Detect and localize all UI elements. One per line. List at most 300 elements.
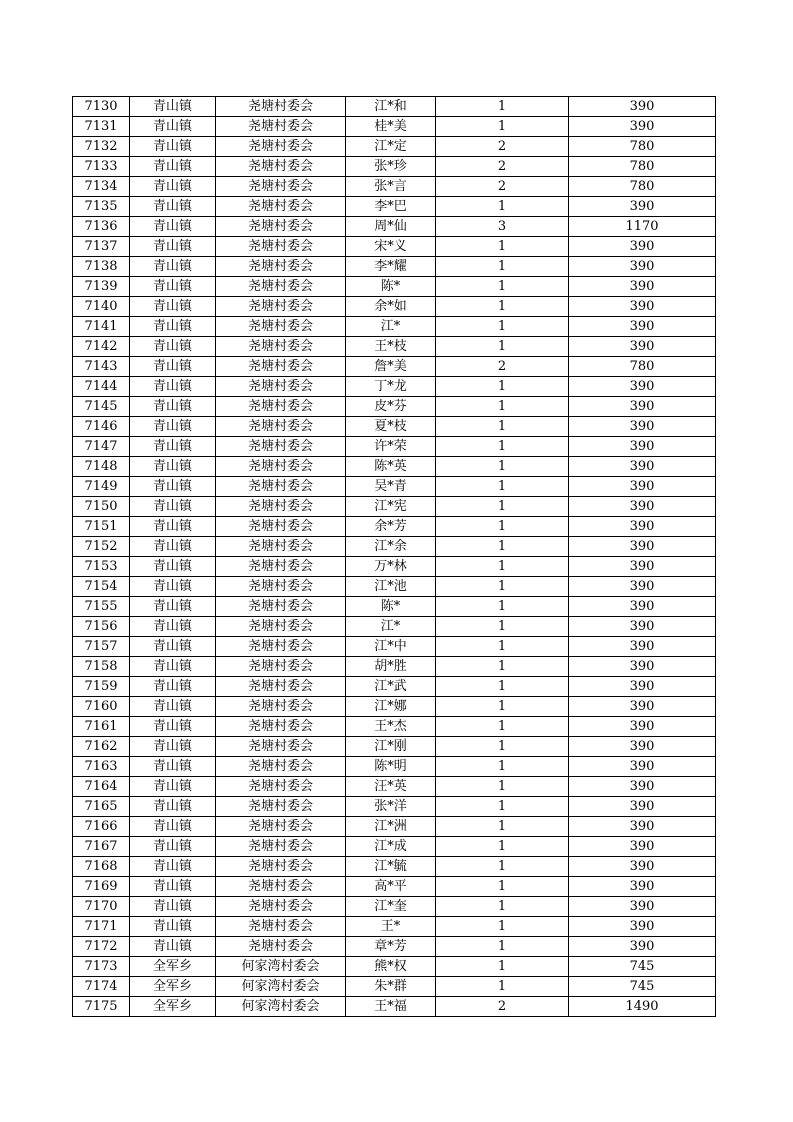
village-committee-cell: 尧塘村委会: [216, 337, 346, 357]
row-number-cell: 7135: [73, 197, 130, 217]
village-committee-cell: 尧塘村委会: [216, 357, 346, 377]
amount-cell: 390: [569, 237, 716, 257]
table-row: [73, 297, 716, 317]
amount-cell: 390: [569, 257, 716, 277]
table-row: [73, 917, 716, 937]
name-cell: 陈*: [346, 597, 436, 617]
town-cell: 青山镇: [130, 897, 216, 917]
town-cell: 青山镇: [130, 517, 216, 537]
table-row: [73, 117, 716, 137]
village-committee-cell: 尧塘村委会: [216, 617, 346, 637]
amount-cell: 390: [569, 877, 716, 897]
village-committee-cell: 尧塘村委会: [216, 517, 346, 537]
table-row: [73, 257, 716, 277]
table-row: [73, 337, 716, 357]
table-row: [73, 637, 716, 657]
count-cell: 1: [436, 917, 569, 937]
amount-cell: 780: [569, 357, 716, 377]
amount-cell: 390: [569, 837, 716, 857]
amount-cell: 390: [569, 857, 716, 877]
town-cell: 青山镇: [130, 257, 216, 277]
amount-cell: 390: [569, 737, 716, 757]
name-cell: 李*耀: [346, 257, 436, 277]
town-cell: 青山镇: [130, 857, 216, 877]
name-cell: 张*言: [346, 177, 436, 197]
row-number-cell: 7150: [73, 497, 130, 517]
town-cell: 青山镇: [130, 297, 216, 317]
village-committee-cell: 尧塘村委会: [216, 577, 346, 597]
village-committee-cell: 尧塘村委会: [216, 897, 346, 917]
count-cell: 1: [436, 977, 569, 997]
town-cell: 青山镇: [130, 177, 216, 197]
village-committee-cell: 尧塘村委会: [216, 457, 346, 477]
name-cell: 江*池: [346, 577, 436, 597]
amount-cell: 390: [569, 617, 716, 637]
row-number-cell: 7145: [73, 397, 130, 417]
village-committee-cell: 尧塘村委会: [216, 937, 346, 957]
count-cell: 3: [436, 217, 569, 237]
table-row: [73, 477, 716, 497]
name-cell: 江*毓: [346, 857, 436, 877]
row-number-cell: 7172: [73, 937, 130, 957]
count-cell: 1: [436, 577, 569, 597]
name-cell: 高*平: [346, 877, 436, 897]
town-cell: 青山镇: [130, 717, 216, 737]
town-cell: 青山镇: [130, 117, 216, 137]
row-number-cell: 7149: [73, 477, 130, 497]
town-cell: 青山镇: [130, 417, 216, 437]
name-cell: 王*: [346, 917, 436, 937]
amount-cell: 390: [569, 577, 716, 597]
village-committee-cell: 尧塘村委会: [216, 877, 346, 897]
name-cell: 江*娜: [346, 697, 436, 717]
name-cell: 熊*权: [346, 957, 436, 977]
town-cell: 全军乡: [130, 997, 216, 1017]
row-number-cell: 7134: [73, 177, 130, 197]
row-number-cell: 7174: [73, 977, 130, 997]
count-cell: 1: [436, 857, 569, 877]
village-committee-cell: 尧塘村委会: [216, 737, 346, 757]
village-committee-cell: 尧塘村委会: [216, 137, 346, 157]
row-number-cell: 7139: [73, 277, 130, 297]
count-cell: 1: [436, 937, 569, 957]
town-cell: 青山镇: [130, 797, 216, 817]
table-row: [73, 557, 716, 577]
table-row: [73, 177, 716, 197]
town-cell: 青山镇: [130, 437, 216, 457]
village-committee-cell: 尧塘村委会: [216, 377, 346, 397]
village-committee-cell: 尧塘村委会: [216, 197, 346, 217]
town-cell: 青山镇: [130, 397, 216, 417]
row-number-cell: 7165: [73, 797, 130, 817]
row-number-cell: 7133: [73, 157, 130, 177]
village-committee-cell: 尧塘村委会: [216, 437, 346, 457]
town-cell: 青山镇: [130, 157, 216, 177]
town-cell: 青山镇: [130, 197, 216, 217]
town-cell: 青山镇: [130, 817, 216, 837]
amount-cell: 390: [569, 317, 716, 337]
count-cell: 2: [436, 997, 569, 1017]
name-cell: 王*杰: [346, 717, 436, 737]
name-cell: 江*: [346, 617, 436, 637]
row-number-cell: 7157: [73, 637, 130, 657]
town-cell: 青山镇: [130, 317, 216, 337]
count-cell: 1: [436, 897, 569, 917]
town-cell: 青山镇: [130, 477, 216, 497]
village-committee-cell: 尧塘村委会: [216, 817, 346, 837]
table-row: [73, 897, 716, 917]
name-cell: 丁*龙: [346, 377, 436, 397]
count-cell: 2: [436, 137, 569, 157]
row-number-cell: 7140: [73, 297, 130, 317]
name-cell: 周*仙: [346, 217, 436, 237]
name-cell: 陈*: [346, 277, 436, 297]
row-number-cell: 7151: [73, 517, 130, 537]
town-cell: 全军乡: [130, 977, 216, 997]
count-cell: 1: [436, 337, 569, 357]
village-committee-cell: 尧塘村委会: [216, 157, 346, 177]
amount-cell: 1170: [569, 217, 716, 237]
amount-cell: 390: [569, 517, 716, 537]
count-cell: 1: [436, 877, 569, 897]
count-cell: 1: [436, 457, 569, 477]
name-cell: 江*奎: [346, 897, 436, 917]
count-cell: 1: [436, 197, 569, 217]
name-cell: 张*洋: [346, 797, 436, 817]
row-number-cell: 7167: [73, 837, 130, 857]
table-row: [73, 277, 716, 297]
row-number-cell: 7161: [73, 717, 130, 737]
count-cell: 1: [436, 397, 569, 417]
table-row: [73, 397, 716, 417]
amount-cell: 390: [569, 677, 716, 697]
count-cell: 2: [436, 177, 569, 197]
name-cell: 江*洲: [346, 817, 436, 837]
name-cell: 宋*义: [346, 237, 436, 257]
row-number-cell: 7171: [73, 917, 130, 937]
count-cell: 1: [436, 517, 569, 537]
name-cell: 桂*美: [346, 117, 436, 137]
row-number-cell: 7130: [73, 97, 130, 117]
table-row: [73, 97, 716, 117]
table-row: [73, 817, 716, 837]
row-number-cell: 7160: [73, 697, 130, 717]
town-cell: 青山镇: [130, 757, 216, 777]
town-cell: 青山镇: [130, 277, 216, 297]
village-committee-cell: 尧塘村委会: [216, 317, 346, 337]
name-cell: 李*巴: [346, 197, 436, 217]
name-cell: 皮*芬: [346, 397, 436, 417]
table-row: [73, 157, 716, 177]
name-cell: 江*成: [346, 837, 436, 857]
row-number-cell: 7163: [73, 757, 130, 777]
amount-cell: 390: [569, 777, 716, 797]
name-cell: 陈*英: [346, 457, 436, 477]
amount-cell: 390: [569, 197, 716, 217]
count-cell: 1: [436, 97, 569, 117]
village-committee-cell: 尧塘村委会: [216, 297, 346, 317]
village-committee-cell: 尧塘村委会: [216, 237, 346, 257]
amount-cell: 390: [569, 757, 716, 777]
village-committee-cell: 何家湾村委会: [216, 977, 346, 997]
village-committee-cell: 尧塘村委会: [216, 257, 346, 277]
amount-cell: 390: [569, 797, 716, 817]
town-cell: 青山镇: [130, 497, 216, 517]
village-committee-cell: 尧塘村委会: [216, 97, 346, 117]
village-committee-cell: 尧塘村委会: [216, 917, 346, 937]
table-row: [73, 377, 716, 397]
amount-cell: 390: [569, 417, 716, 437]
name-cell: 万*林: [346, 557, 436, 577]
name-cell: 江*刚: [346, 737, 436, 757]
amount-cell: 390: [569, 897, 716, 917]
count-cell: 1: [436, 297, 569, 317]
row-number-cell: 7154: [73, 577, 130, 597]
village-committee-cell: 尧塘村委会: [216, 777, 346, 797]
town-cell: 青山镇: [130, 357, 216, 377]
name-cell: 余*如: [346, 297, 436, 317]
row-number-cell: 7142: [73, 337, 130, 357]
count-cell: 1: [436, 957, 569, 977]
row-number-cell: 7131: [73, 117, 130, 137]
name-cell: 许*荣: [346, 437, 436, 457]
count-cell: 1: [436, 497, 569, 517]
amount-cell: 390: [569, 277, 716, 297]
count-cell: 1: [436, 737, 569, 757]
name-cell: 吴*青: [346, 477, 436, 497]
row-number-cell: 7162: [73, 737, 130, 757]
town-cell: 青山镇: [130, 597, 216, 617]
table-row: [73, 497, 716, 517]
name-cell: 胡*胜: [346, 657, 436, 677]
table-row: [73, 457, 716, 477]
table-row: [73, 357, 716, 377]
name-cell: 陈*明: [346, 757, 436, 777]
count-cell: 2: [436, 157, 569, 177]
table-row: [73, 577, 716, 597]
table-row: [73, 737, 716, 757]
count-cell: 1: [436, 717, 569, 737]
amount-cell: 390: [569, 337, 716, 357]
village-committee-cell: 尧塘村委会: [216, 557, 346, 577]
row-number-cell: 7143: [73, 357, 130, 377]
count-cell: 1: [436, 117, 569, 137]
village-committee-cell: 尧塘村委会: [216, 497, 346, 517]
amount-cell: 390: [569, 657, 716, 677]
town-cell: 青山镇: [130, 377, 216, 397]
count-cell: 1: [436, 277, 569, 297]
count-cell: 1: [436, 777, 569, 797]
village-committee-cell: 尧塘村委会: [216, 537, 346, 557]
count-cell: 1: [436, 377, 569, 397]
row-number-cell: 7152: [73, 537, 130, 557]
table-row: [73, 977, 716, 997]
amount-cell: 780: [569, 177, 716, 197]
town-cell: 青山镇: [130, 537, 216, 557]
village-committee-cell: 尧塘村委会: [216, 697, 346, 717]
count-cell: 1: [436, 437, 569, 457]
row-number-cell: 7148: [73, 457, 130, 477]
name-cell: 朱*群: [346, 977, 436, 997]
amount-cell: 390: [569, 397, 716, 417]
name-cell: 江*余: [346, 537, 436, 557]
data-table: [72, 96, 716, 1017]
amount-cell: 390: [569, 117, 716, 137]
row-number-cell: 7155: [73, 597, 130, 617]
table-row: [73, 537, 716, 557]
table-row: [73, 857, 716, 877]
amount-cell: 390: [569, 557, 716, 577]
table-row: [73, 437, 716, 457]
village-committee-cell: 尧塘村委会: [216, 397, 346, 417]
village-committee-cell: 尧塘村委会: [216, 677, 346, 697]
amount-cell: 390: [569, 817, 716, 837]
row-number-cell: 7132: [73, 137, 130, 157]
table-row: [73, 517, 716, 537]
table-row: [73, 937, 716, 957]
count-cell: 1: [436, 557, 569, 577]
town-cell: 青山镇: [130, 837, 216, 857]
count-cell: 1: [436, 257, 569, 277]
village-committee-cell: 尧塘村委会: [216, 637, 346, 657]
name-cell: 江*武: [346, 677, 436, 697]
town-cell: 青山镇: [130, 577, 216, 597]
amount-cell: 390: [569, 917, 716, 937]
count-cell: 1: [436, 617, 569, 637]
village-committee-cell: 尧塘村委会: [216, 177, 346, 197]
count-cell: 1: [436, 637, 569, 657]
amount-cell: 780: [569, 137, 716, 157]
count-cell: 1: [436, 697, 569, 717]
amount-cell: 745: [569, 977, 716, 997]
count-cell: 1: [436, 757, 569, 777]
amount-cell: 390: [569, 477, 716, 497]
amount-cell: 390: [569, 377, 716, 397]
table-row: [73, 617, 716, 637]
count-cell: 1: [436, 597, 569, 617]
village-committee-cell: 何家湾村委会: [216, 957, 346, 977]
row-number-cell: 7144: [73, 377, 130, 397]
row-number-cell: 7159: [73, 677, 130, 697]
amount-cell: 390: [569, 537, 716, 557]
town-cell: 青山镇: [130, 337, 216, 357]
amount-cell: 1490: [569, 997, 716, 1017]
table-row: [73, 697, 716, 717]
village-committee-cell: 尧塘村委会: [216, 477, 346, 497]
town-cell: 青山镇: [130, 217, 216, 237]
town-cell: 青山镇: [130, 97, 216, 117]
table-row: [73, 777, 716, 797]
row-number-cell: 7146: [73, 417, 130, 437]
count-cell: 2: [436, 357, 569, 377]
name-cell: 江*定: [346, 137, 436, 157]
table-row: [73, 197, 716, 217]
count-cell: 1: [436, 677, 569, 697]
table-row: [73, 597, 716, 617]
amount-cell: 390: [569, 697, 716, 717]
row-number-cell: 7166: [73, 817, 130, 837]
town-cell: 青山镇: [130, 777, 216, 797]
count-cell: 1: [436, 657, 569, 677]
row-number-cell: 7175: [73, 997, 130, 1017]
table-row: [73, 657, 716, 677]
amount-cell: 390: [569, 437, 716, 457]
amount-cell: 390: [569, 937, 716, 957]
count-cell: 1: [436, 477, 569, 497]
row-number-cell: 7156: [73, 617, 130, 637]
town-cell: 青山镇: [130, 137, 216, 157]
village-committee-cell: 尧塘村委会: [216, 277, 346, 297]
table-row: [73, 837, 716, 857]
table-row: [73, 137, 716, 157]
table-row: [73, 957, 716, 977]
table-row: [73, 317, 716, 337]
count-cell: 1: [436, 537, 569, 557]
town-cell: 青山镇: [130, 237, 216, 257]
town-cell: 青山镇: [130, 457, 216, 477]
row-number-cell: 7153: [73, 557, 130, 577]
amount-cell: 390: [569, 597, 716, 617]
row-number-cell: 7136: [73, 217, 130, 237]
amount-cell: 390: [569, 457, 716, 477]
village-committee-cell: 尧塘村委会: [216, 717, 346, 737]
village-committee-cell: 尧塘村委会: [216, 117, 346, 137]
row-number-cell: 7147: [73, 437, 130, 457]
name-cell: 江*: [346, 317, 436, 337]
count-cell: 1: [436, 237, 569, 257]
table-row: [73, 237, 716, 257]
table-row: [73, 717, 716, 737]
table-body: [73, 97, 716, 1017]
name-cell: 王*枝: [346, 337, 436, 357]
town-cell: 青山镇: [130, 657, 216, 677]
row-number-cell: 7141: [73, 317, 130, 337]
table-row: [73, 997, 716, 1017]
name-cell: 王*福: [346, 997, 436, 1017]
village-committee-cell: 尧塘村委会: [216, 837, 346, 857]
name-cell: 张*珍: [346, 157, 436, 177]
amount-cell: 390: [569, 297, 716, 317]
village-committee-cell: 尧塘村委会: [216, 797, 346, 817]
amount-cell: 390: [569, 497, 716, 517]
name-cell: 章*芳: [346, 937, 436, 957]
table-row: [73, 677, 716, 697]
amount-cell: 780: [569, 157, 716, 177]
count-cell: 1: [436, 417, 569, 437]
table-row: [73, 797, 716, 817]
town-cell: 青山镇: [130, 617, 216, 637]
village-committee-cell: 尧塘村委会: [216, 217, 346, 237]
count-cell: 1: [436, 317, 569, 337]
row-number-cell: 7168: [73, 857, 130, 877]
name-cell: 江*宪: [346, 497, 436, 517]
town-cell: 青山镇: [130, 737, 216, 757]
name-cell: 詹*美: [346, 357, 436, 377]
amount-cell: 390: [569, 97, 716, 117]
count-cell: 1: [436, 797, 569, 817]
town-cell: 全军乡: [130, 957, 216, 977]
row-number-cell: 7158: [73, 657, 130, 677]
table-row: [73, 417, 716, 437]
name-cell: 江*和: [346, 97, 436, 117]
row-number-cell: 7164: [73, 777, 130, 797]
village-committee-cell: 尧塘村委会: [216, 857, 346, 877]
town-cell: 青山镇: [130, 917, 216, 937]
row-number-cell: 7170: [73, 897, 130, 917]
name-cell: 江*中: [346, 637, 436, 657]
village-committee-cell: 何家湾村委会: [216, 997, 346, 1017]
row-number-cell: 7137: [73, 237, 130, 257]
